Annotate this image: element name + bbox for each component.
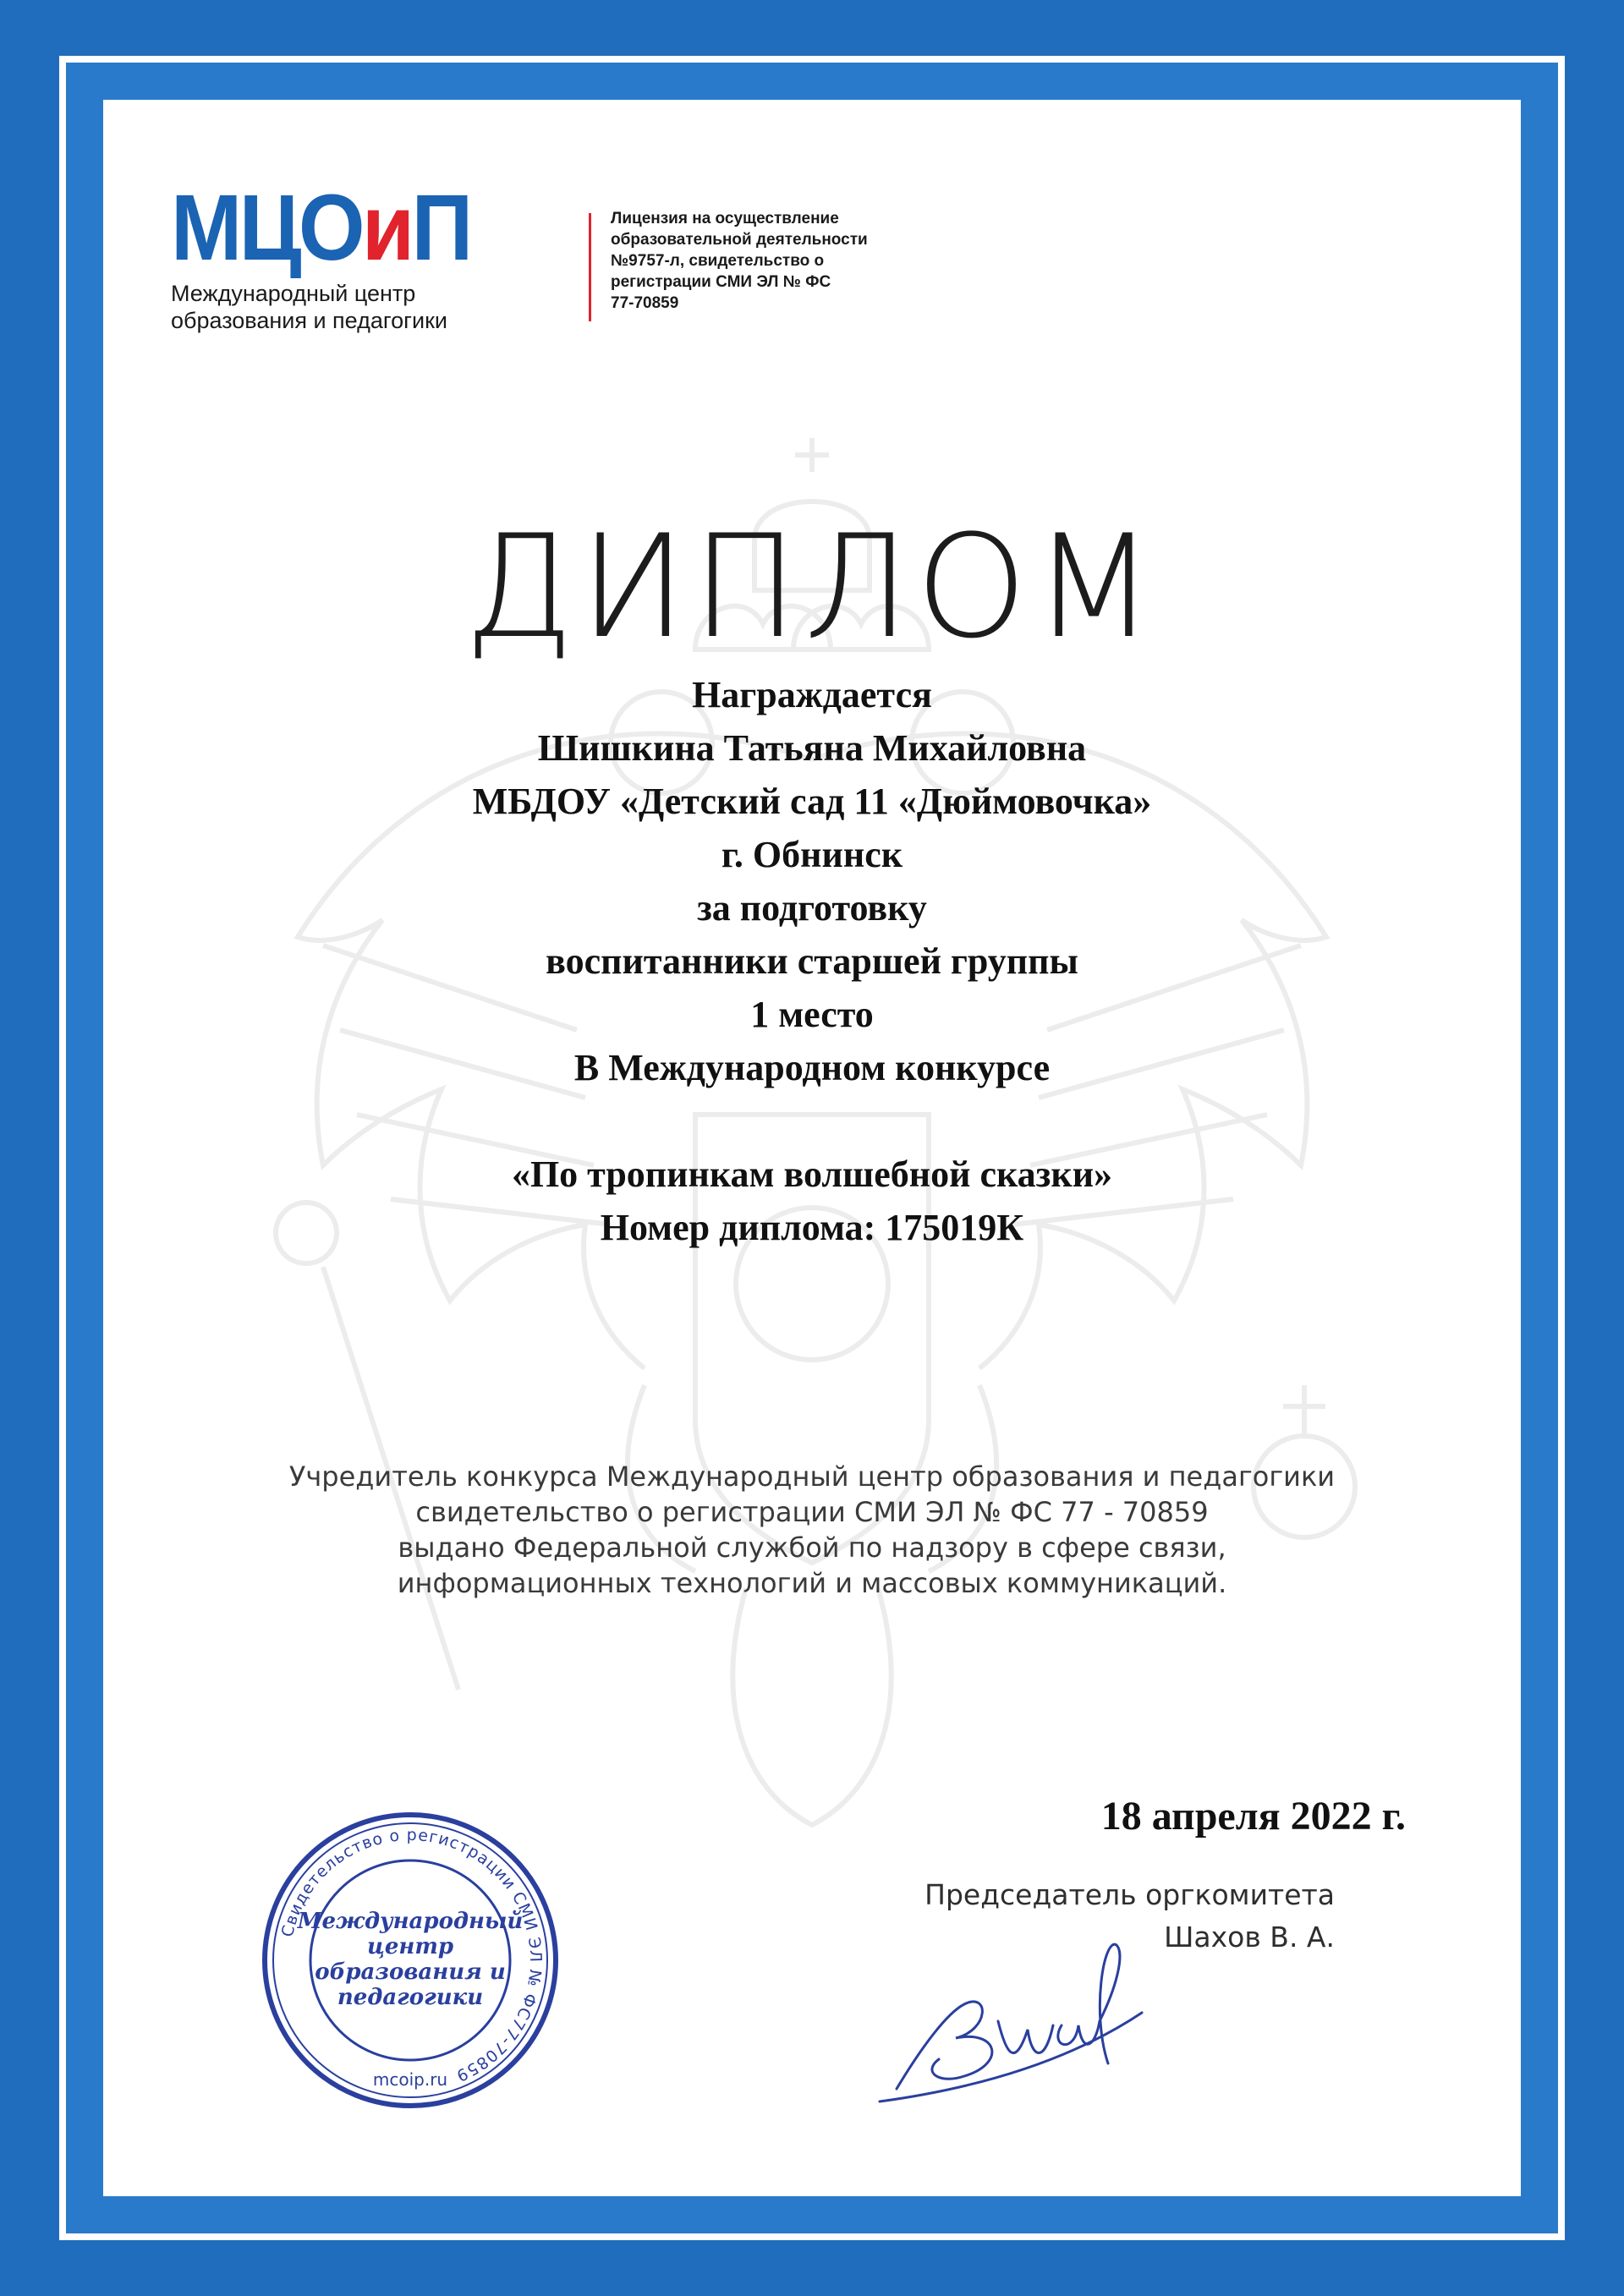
license-line2: образовательной деятельности [611,231,868,249]
logo-subtitle-line2: образования и педагогики [171,308,447,333]
founder-line2: свидетельство о регистрации СМИ ЭЛ № ФС 77 - 70859 [415,1496,1209,1528]
handwritten-signature [871,1920,1159,2114]
logo-subtitle-line1: Международный центр [171,281,416,306]
founder-line1: Учредитель конкурса Международный центр образования и педагогики [288,1460,1336,1493]
award-line-contest-name: «По тропинкам волшебной сказки» [511,1153,1113,1195]
mcoip-logo [171,176,496,334]
award-line-group: воспитанники старшей группы [546,940,1078,982]
award-line-diploma-number: Номер диплома: 175019К [600,1207,1024,1248]
logo-wordmark-red: и [361,176,412,280]
issue-date: 18 апреля 2022 г. [1100,1794,1406,1838]
organization-stamp [258,1808,562,2112]
license-line4: регистрации СМИ ЭЛ № ФС [611,273,831,291]
chairman-name: Шахов В. А. [1164,1921,1335,1954]
award-line-reason: за подготовку [697,887,927,929]
award-text [0,668,1624,1254]
award-line-contest: В Международном конкурсе [573,1047,1051,1088]
award-line-recipient: Шишкина Татьяна Михайловна [537,727,1087,769]
stamp-center-line4: педагогики [337,1985,484,2010]
logo-divider [589,213,591,321]
award-line-city: г. Обнинск [721,834,903,875]
stamp-bottom-text: mcoip.ru [372,2069,448,2090]
founder-line4: информационных технологий и массовых коммуникаций. [397,1567,1227,1599]
award-spacer [0,1094,1624,1148]
award-line-institution: МБДОУ «Детский сад 11 «Дюймовочка» [472,781,1152,822]
stamp-ring-text: Свидетельство о регистрации СМИ ЭЛ № ФС77-70859 [277,1825,546,2085]
diploma-title: ДИПЛОМ [464,504,1160,670]
stamp-center-line3: образования и [315,1959,506,1985]
founder-info [0,1459,1624,1601]
logo-wordmark-blue: МЦО [171,176,362,280]
license-info [611,208,915,314]
award-line-awarded: Награждается [692,674,932,715]
stamp-center-line2: центр [366,1934,454,1959]
logo-wordmark [171,176,470,280]
award-line-place: 1 место [750,994,874,1035]
license-line1: Лицензия на осуществление [611,210,839,227]
chairman-role: Председатель оргкомитета [924,1878,1335,1911]
license-line3: №9757-л, свидетельство о [611,252,825,270]
license-line5: 77-70859 [611,294,679,312]
founder-line3: выдано Федеральной службой по надзору в сфере связи, [398,1532,1226,1564]
stamp-center-line1: Международный [297,1909,524,1934]
logo-wordmark-blue-end: П [411,176,470,280]
